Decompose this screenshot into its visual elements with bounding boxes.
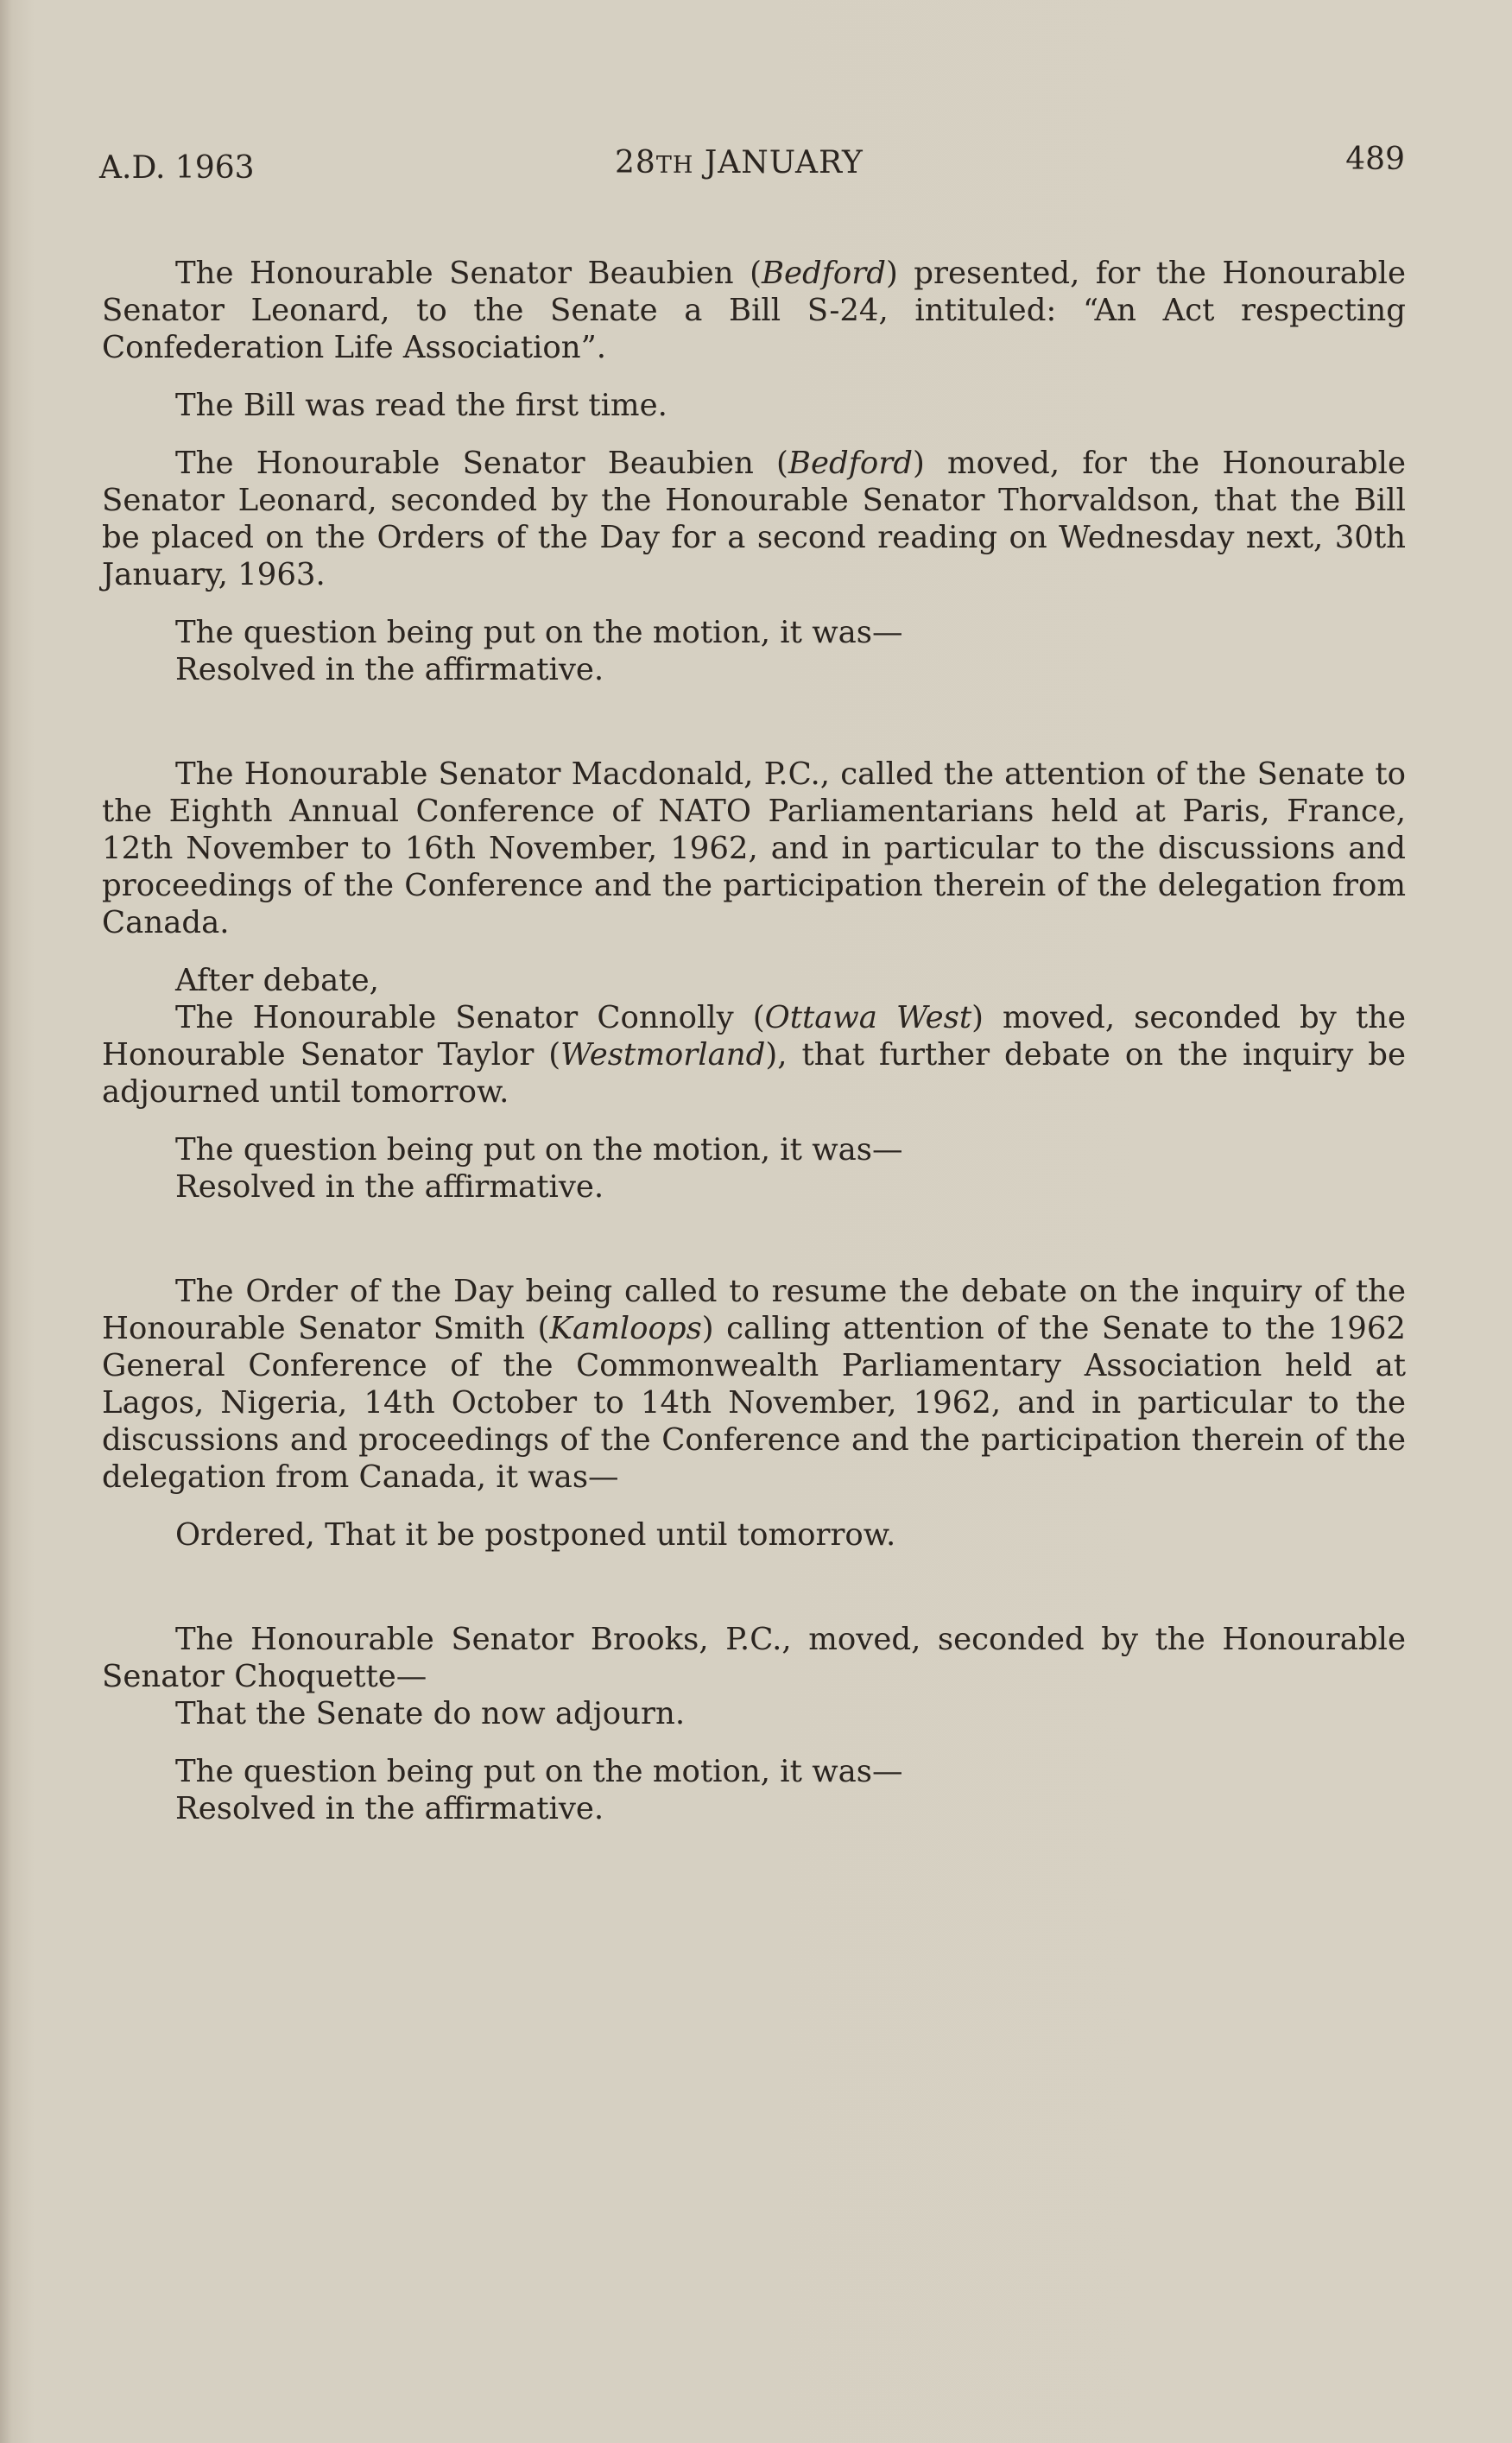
italic-run: Ottawa West <box>764 1000 972 1035</box>
text-run: ) moved, seconded by the Honourable Senator Taylor ( <box>102 1000 1406 1073</box>
resolution-line: Resolved in the affirmative. <box>175 1169 604 1205</box>
resolution-line: Resolved in the affirmative. <box>175 652 604 687</box>
paragraph <box>102 445 1406 593</box>
motion-line: That the Senate do now adjourn. <box>175 1696 686 1731</box>
paragraph: The Honourable Senator Macdonald, P.C., called the attention of the Senate to the Eighth Annual Conference of NATO Parliamentarians held at Paris, France, 12th November to 16th November, 1962, and in particular to the discussions and proceedings of the Conference and the participation therein of the delegation from Canada. <box>102 756 1406 940</box>
text-run: The Honourable Senator Connolly ( <box>175 1000 765 1035</box>
entry-nato-conference <box>102 756 1406 1206</box>
text-run: ) moved, for the Honourable Senator Leonard, seconded by the Honourable Senator Thorvaldson, that the Bill be placed on the Orders of the Day for a second reading on Wednesday next, 30th January, 1963. <box>102 446 1407 592</box>
entry-adjournment <box>102 1621 1406 1827</box>
header-day-suffix: TH <box>655 152 694 179</box>
text-run: The Honourable Senator Beaubien ( <box>175 256 762 291</box>
header-year: A.D. 1963 <box>99 150 255 186</box>
italic-run: Kamloops <box>549 1311 702 1346</box>
paragraph <box>102 999 1406 1111</box>
text-run: The Order of the Day being called to resume the debate on the inquiry of the Honourable Senator Smith ( <box>102 1274 1406 1346</box>
paragraph <box>102 255 1406 366</box>
italic-run: Bedford <box>788 446 913 481</box>
entry-commonwealth-conference <box>102 1273 1406 1554</box>
header-day: 28 <box>615 145 656 180</box>
order-line: Ordered, That it be postponed until tomorrow. <box>175 1517 896 1553</box>
page-number: 489 <box>1345 142 1405 177</box>
paragraph <box>102 1273 1406 1496</box>
question-line: The question being put on the motion, it was— <box>175 1132 903 1168</box>
header-month: JANUARY <box>693 145 864 180</box>
text-run: ) calling attention of the Senate to the 1962 General Conference of the Commonwealth Parliamentary Association held at Lagos, Nigeria, 14th October to 14th November, 1962, and in particular to the discussions and proceedings of the Conference and the participation therein of the delegation from Canada, it was— <box>102 1311 1406 1495</box>
text-run: ) presented, for the Honourable Senator Leonard, to the Senate a Bill S-24, intituled: “An Act respecting Confederation Life Association”. <box>102 256 1407 365</box>
question-line: The question being put on the motion, it was— <box>175 1754 903 1789</box>
italic-run: Bedford <box>761 256 886 291</box>
paragraph: The Honourable Senator Brooks, P.C., moved, seconded by the Honourable Senator Choquette— <box>102 1622 1406 1694</box>
header-date <box>615 145 864 180</box>
entry-bill-s24 <box>102 255 1406 688</box>
text-run: ), that further debate on the inquiry be adjourned until tomorrow. <box>102 1037 1406 1110</box>
text-run: The Honourable Senator Beaubien ( <box>175 446 788 481</box>
resolution-line: Resolved in the affirmative. <box>175 1791 604 1826</box>
question-line: The question being put on the motion, it was— <box>175 615 903 650</box>
italic-run: Westmorland <box>560 1037 766 1073</box>
paragraph: The Bill was read the first time. <box>175 388 667 423</box>
debate-line: After debate, <box>175 963 379 998</box>
page-body <box>102 255 1406 1827</box>
running-header <box>99 142 1405 188</box>
